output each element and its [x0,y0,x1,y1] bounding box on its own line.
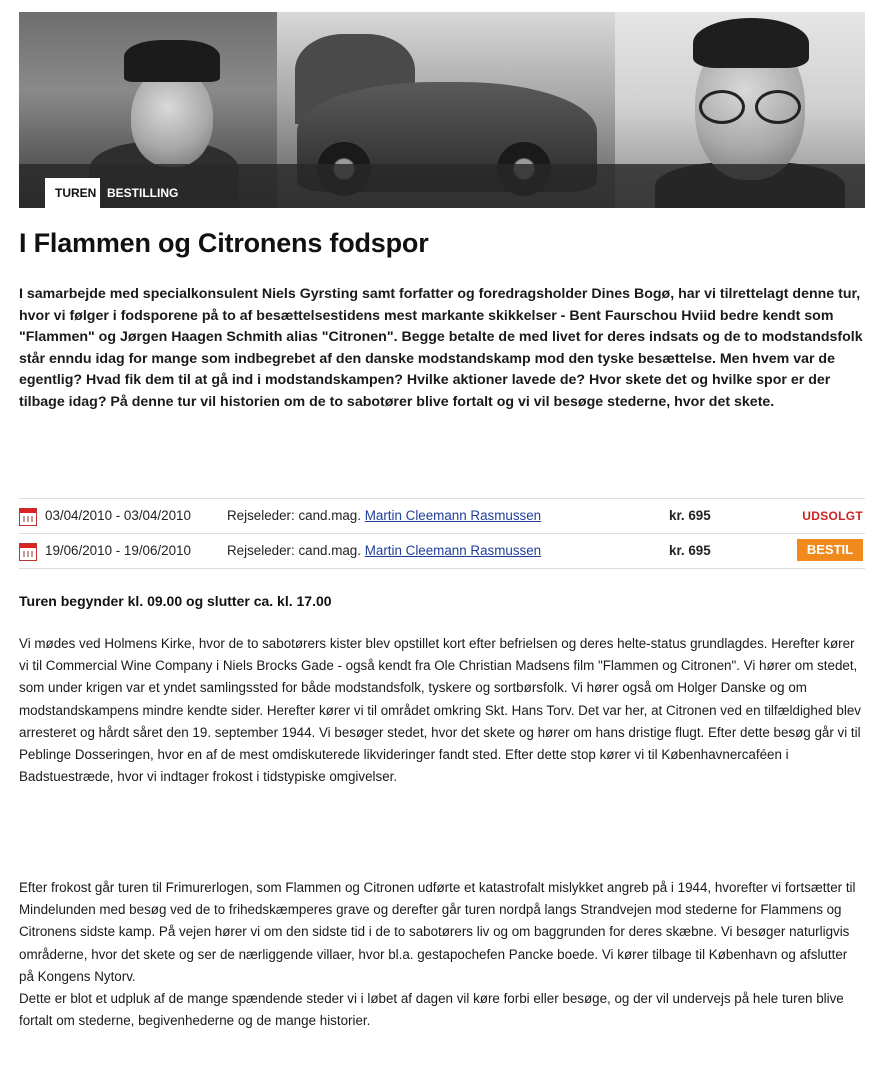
tab-bestilling[interactable]: BESTILLING [107,186,179,200]
page-title: I Flammen og Citronens fodspor [19,228,429,258]
description-paragraph: Vi mødes ved Holmens Kirke, hvor de to sabotørers kister blev opstillet kort efter befrielsen og deres helte-status grundlagdes. Herefter kører vi til Commercial Wine Company i Niels Brocks Gade - også kendt fra Ole Christian Madsens film "Flammen og Citronen". Vi hører om stedet, som under krigen var et yndet samlingssted for både modstandsfolk, tyskere og sortbørsfolk. Vi hører også om Holger Danske og om modstandskampens mindre kendte sider. Herefter kører vi til området omkring Skt. Hans Torv. Det var her, at Citronen ved en tilfældighed blev arresteret og hårdt såret den 19. september 1944. Vi besøger stedet, hvor det skete og hører om hans dristige flugt. Efter dette besøg går vi til Peblinge Dosseringen, hvor en af de mest omdiskuterede likvideringer fandt sted. Efter dette stop kører vi til Københavnercaféen i Badstuestræde, hvor vi indtager frokost i tidstypiske omgivelser. [19,636,861,785]
description-paragraph: Dette er blot et udpluk af de mange spændende steder vi i løbet af dagen vil køre forbi eller besøge, og der vil undervejs på hele turen blive fortalt om stederne, begivenhederne og de mange historier. [19,991,844,1029]
calendar-icon [19,508,37,526]
guide-prefix: Rejseleder: cand.mag. [227,543,361,558]
tour-times: Turen begynder kl. 09.00 og slutter ca. kl. 17.00 [19,593,332,609]
description-block [19,877,865,1032]
departure-price: kr. 695 [669,543,711,558]
soldout-badge: UDSOLGT [802,509,863,523]
book-button[interactable]: BESTIL [797,539,863,561]
departure-row [19,498,865,533]
calendar-icon [19,543,37,561]
guide-link[interactable]: Martin Cleemann Rasmussen [364,508,542,523]
tour-guide [227,508,541,523]
guide-prefix: Rejseleder: cand.mag. [227,508,361,523]
description-paragraph: Efter frokost går turen til Frimurerlogen, som Flammen og Citronen udførte et katastrofalt mislykket angreb på i 1944, hvorefter vi fortsætter til Mindelunden med besøg ved de to frihedskæmperes grave og derefter går turen nordpå langs Strandvejen mod stederne for Flammens og Citronens sidste kamp. På vejen hører vi om den sidste tid i de to sabotørers liv og om baggrunden for deres skæbne. Vi besøger naturligvis områderne, hvor det skete og ser de nærliggende villaer, hvor bl.a. gestapochefen Pancke boede. Vi kører tilbage til København og afslutter på Kongens Nytorv. [19,880,856,984]
tab-turen[interactable]: TUREN [45,178,100,208]
guide-link[interactable]: Martin Cleemann Rasmussen [364,543,542,558]
departure-dates: 03/04/2010 - 03/04/2010 [45,508,191,523]
tour-guide [227,543,541,558]
departure-price: kr. 695 [669,508,711,523]
departure-row [19,533,865,569]
intro-text: I samarbejde med specialkonsulent Niels Gyrsting samt forfatter og foredragsholder Dines Bogø, har vi tilrettelagt denne tur, hvor vi følger i fodsporene på to af besættelsestidens mest markante skikkelser - Bent Faurschou Hviid bedre kendt som "Flammen" og Jørgen Haagen Schmith alias "Citronen". Begge betalte de med livet for deres indsats og de to modstandsfolk står enndu idag for mange som indbegrebet af den danske modstandskamp mod den tyske besættelse. Men hvem var de egentlig? Hvad fik dem til at gå ind i modstandskampen? Hvilke aktioner lavede de? Hvor skete det og hvilke spor er der tilbage idag? På denne tur vil historien om de to sabotører blive fortalt og vi vil besøge stederne, hvor det skete. [19,286,863,410]
departure-list [19,498,865,569]
departure-dates: 19/06/2010 - 19/06/2010 [45,543,191,558]
header-banner [19,12,865,208]
